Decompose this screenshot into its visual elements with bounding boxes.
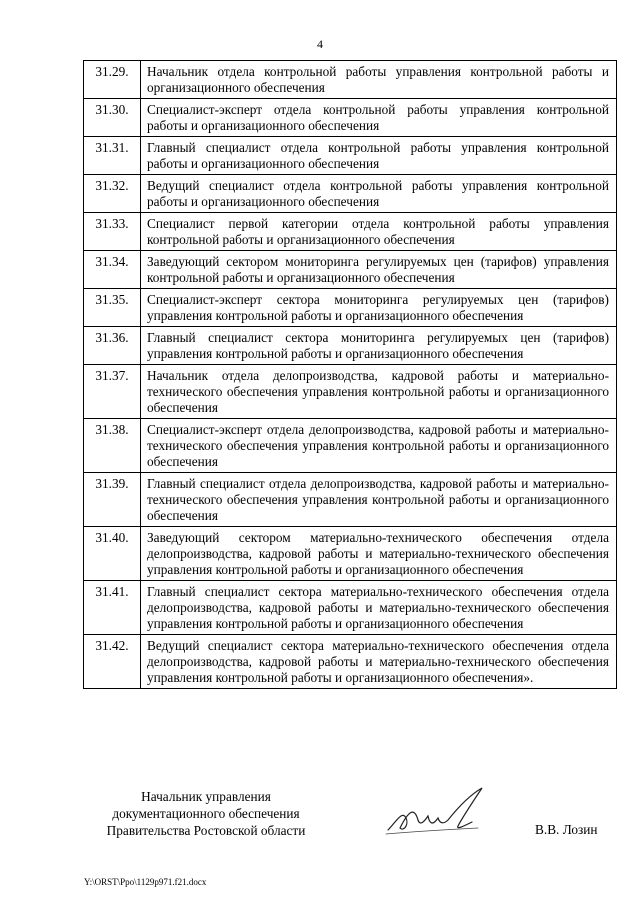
item-number: 31.41. <box>84 581 141 635</box>
signatory-title-line-1: Начальник управления <box>141 789 271 804</box>
position-title: Специалист первой категории отдела контрольной работы управления контрольной работы и организационного обеспечения <box>141 213 617 251</box>
position-title: Главный специалист отдела контрольной работы управления контрольной работы и организационного обеспечения <box>141 137 617 175</box>
table-row <box>84 137 617 175</box>
signatory-title <box>86 788 326 839</box>
item-number: 31.29. <box>84 61 141 99</box>
table-row <box>84 635 617 689</box>
file-path: Y:\ORST\Ppo\1129p971.f21.docx <box>84 877 207 887</box>
item-number: 31.32. <box>84 175 141 213</box>
position-title: Начальник отдела делопроизводства, кадровой работы и материально-технического обеспечения управления контрольной работы и организационного обеспечения <box>141 365 617 419</box>
table-row <box>84 581 617 635</box>
table-row <box>84 99 617 137</box>
item-number: 31.34. <box>84 251 141 289</box>
position-title: Специалист-эксперт отдела контрольной работы управления контрольной работы и организационного обеспечения <box>141 99 617 137</box>
position-title: Ведущий специалист отдела контрольной работы управления контрольной работы и организационного обеспечения <box>141 175 617 213</box>
table-row <box>84 365 617 419</box>
position-title: Специалист-эксперт сектора мониторинга регулируемых цен (тарифов) управления контрольной работы и организационного обеспечения <box>141 289 617 327</box>
positions-table <box>83 60 617 689</box>
position-title: Главный специалист сектора материально-технического обеспечения отдела делопроизводства, кадровой работы и материально-технического обеспечения управления контрольной работы и организационного обеспечения <box>141 581 617 635</box>
item-number: 31.37. <box>84 365 141 419</box>
position-title: Ведущий специалист сектора материально-технического обеспечения отдела делопроизводства, кадровой работы и материально-технического обеспечения управления контрольной работы и организационного обеспечения». <box>141 635 617 689</box>
table-row <box>84 419 617 473</box>
item-number: 31.30. <box>84 99 141 137</box>
position-title: Главный специалист отдела делопроизводства, кадровой работы и материально-технического обеспечения управления контрольной работы и организационного обеспечения <box>141 473 617 527</box>
table-row <box>84 251 617 289</box>
signatory-title-line-3: Правительства Ростовской области <box>106 823 306 838</box>
item-number: 31.36. <box>84 327 141 365</box>
table-row <box>84 327 617 365</box>
position-title: Начальник отдела контрольной работы управления контрольной работы и организационного обеспечения <box>141 61 617 99</box>
page-number: 4 <box>317 37 323 51</box>
table-row <box>84 61 617 99</box>
position-title: Заведующий сектором мониторинга регулируемых цен (тарифов) управления контрольной работы и организационного обеспечения <box>141 251 617 289</box>
item-number: 31.33. <box>84 213 141 251</box>
position-title: Заведующий сектором материально-технического обеспечения отдела делопроизводства, кадровой работы и материально-технического обеспечения управления контрольной работы и организационного обеспечения <box>141 527 617 581</box>
position-title: Главный специалист сектора мониторинга регулируемых цен (тарифов) управления контрольной работы и организационного обеспечения <box>141 327 617 365</box>
item-number: 31.38. <box>84 419 141 473</box>
table-row <box>84 175 617 213</box>
table-row <box>84 473 617 527</box>
item-number: 31.39. <box>84 473 141 527</box>
item-number: 31.42. <box>84 635 141 689</box>
item-number: 31.31. <box>84 137 141 175</box>
signatory-name: В.В. Лозин <box>535 822 598 837</box>
handwritten-signature <box>378 782 498 842</box>
item-number: 31.40. <box>84 527 141 581</box>
item-number: 31.35. <box>84 289 141 327</box>
position-title: Специалист-эксперт отдела делопроизводства, кадровой работы и материально-технического обеспечения управления контрольной работы и организационного обеспечения <box>141 419 617 473</box>
table-row <box>84 213 617 251</box>
table-row <box>84 527 617 581</box>
table-row <box>84 289 617 327</box>
signatory-title-line-2: документационного обеспечения <box>112 806 300 821</box>
